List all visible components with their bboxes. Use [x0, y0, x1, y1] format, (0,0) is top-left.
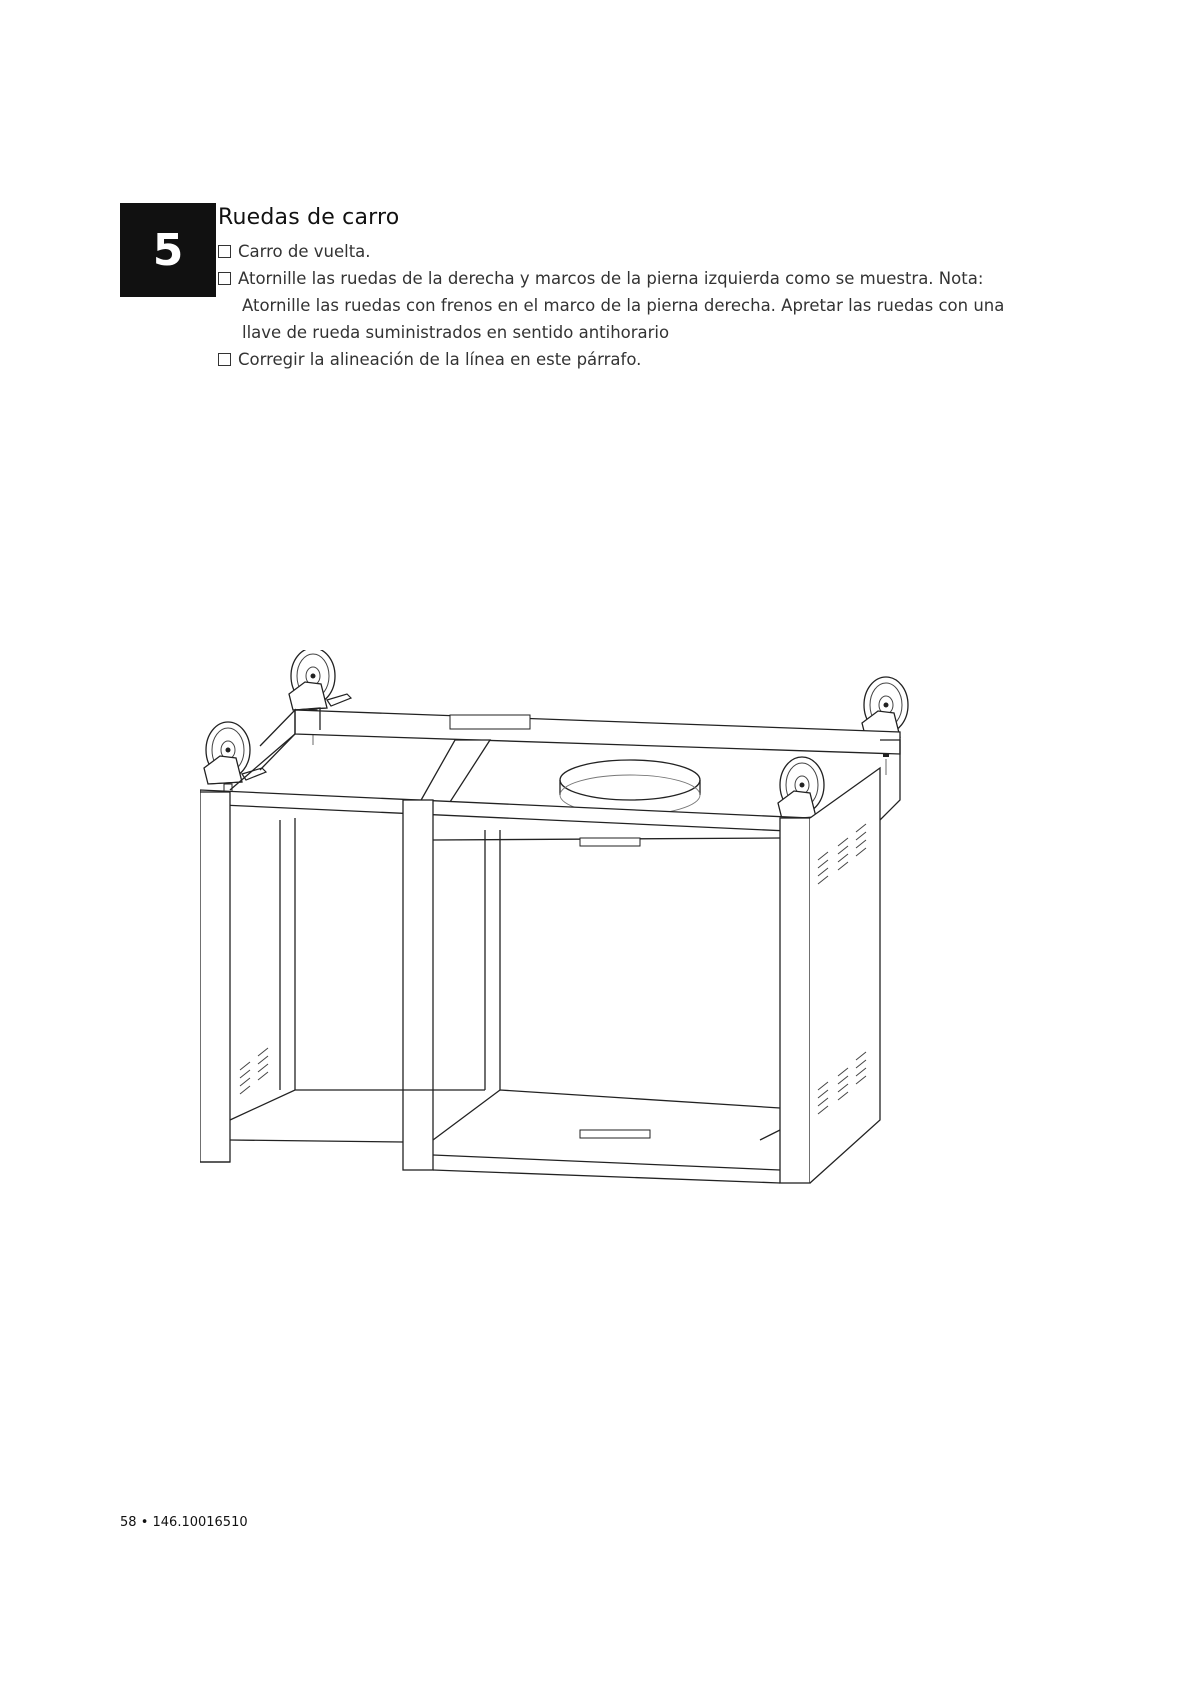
step-number-badge: 5 [120, 203, 216, 297]
instruction-text-continued: llave de rueda suministrados en sentido antihorario [242, 323, 670, 342]
instruction-text: Carro de vuelta. [238, 242, 371, 261]
instruction-text: Atornille las ruedas de la derecha y marcos de la pierna izquierda como se muestra. Nota: [238, 269, 984, 288]
instruction-text-continued: Atornille las ruedas con frenos en el marco de la pierna derecha. Apretar las ruedas con una [242, 296, 1005, 315]
instruction-item [218, 265, 1078, 292]
instruction-text: Corregir la alineación de la línea en este párrafo. [238, 350, 642, 369]
page-number: 58 [120, 1515, 137, 1530]
cart-assembly-diagram [200, 650, 980, 1290]
checkbox-icon [218, 353, 231, 366]
instruction-item [218, 238, 1078, 265]
instruction-list [218, 238, 1078, 373]
checkbox-icon [218, 245, 231, 258]
footer-separator: • [140, 1515, 149, 1530]
vent-slots-icon [240, 824, 866, 1114]
checkbox-icon [218, 272, 231, 285]
page-footer [120, 1515, 248, 1530]
model-number: 146.10016510 [152, 1515, 248, 1530]
instruction-item [218, 346, 1078, 373]
step-title: Ruedas de carro [218, 205, 400, 230]
